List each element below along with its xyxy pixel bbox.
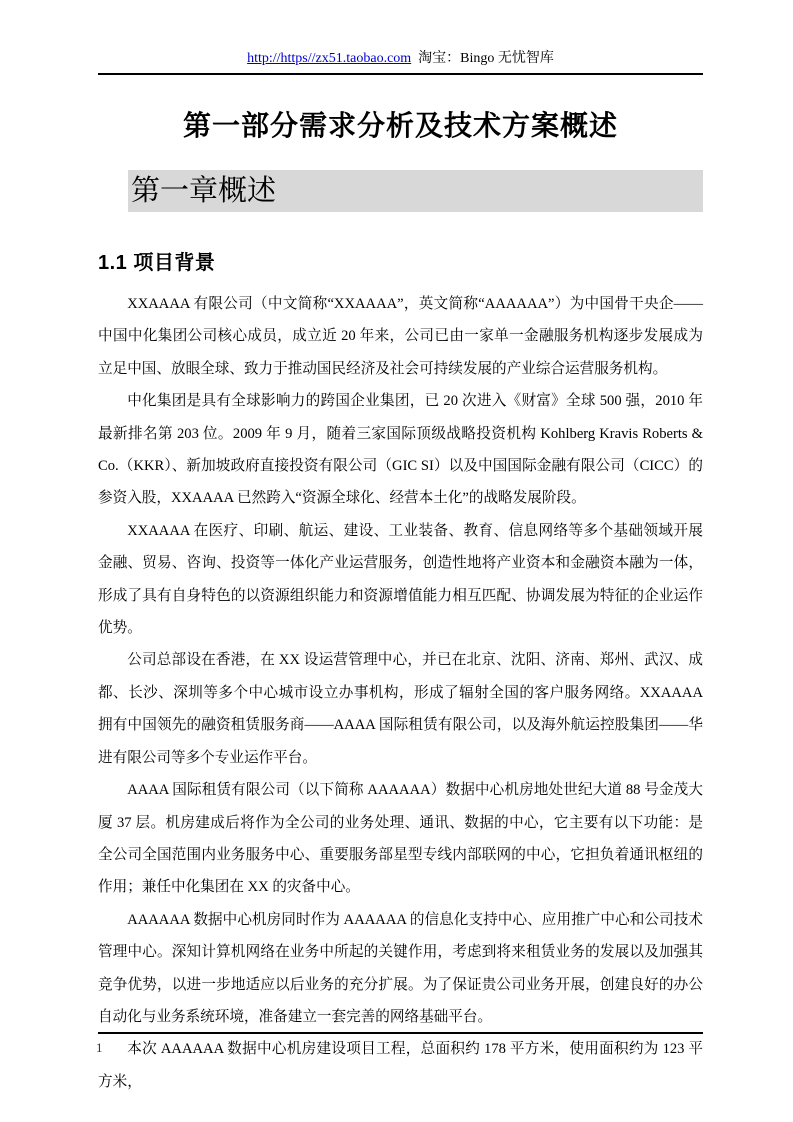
document-part-title: 第一部分需求分析及技术方案概述 xyxy=(182,111,618,142)
paragraph-group-fortune500: 中化集团是具有全球影响力的跨国企业集团，已 20 次进入《财富》全球 500 强，2010 年最新排名第 203 位。2009 年 9 月，随着三家国际顶级战略投资机构 Kohlberg Kravis Roberts & Co.（KKR）、新加坡政府直接投资有限公司（GIC SI）以及中国国际金融有限公司（CICC）的参资入股，XXAAAA 已然跨入“资源全球化、经营本土化”的战略发展阶段。 xyxy=(98,393,703,507)
page-number: 1 xyxy=(96,1040,103,1055)
paragraph-datacenter-role: AAAAAA 数据中心机房同时作为 AAAAAA 的信息化支持中心、应用推广中心和公司技术管理中心。深知计算机网络在业务中所起的关键作用，考虑到将来租赁业务的发展以及加强其竞争优势，以进一步地适应以后业务的充分扩展。为了保证贵公司业务开展，创建良好的办公自动化与业务系统环境，准备建立一套完善的网络基础平台。 xyxy=(98,911,703,1025)
paragraph-business-fields: XXAAAA 在医疗、印刷、航运、建设、工业装备、教育、信息网络等多个基础领域开展金融、贸易、咨询、投资等一体化产业运营服务，创造性地将产业资本和金融资本融为一体，形成了具有自身特色的以资源组织能力和资源增值能力相互匹配、协调发展为特征的企业运作优势。 xyxy=(98,522,703,637)
header-divider xyxy=(98,73,703,75)
footer-divider xyxy=(98,1032,703,1034)
paragraph-company-intro: XXAAAA 有限公司（中文简称“XXAAAA”，英文简称“AAAAAA”）为中国骨干央企——中国中化集团公司核心成员，成立近 20 年来，公司已由一家单一金融服务机构逐步发展成为立足中国、放眼全球、致力于推动国民经济及社会可持续发展的产业综合运营服务机构。 xyxy=(98,296,703,377)
paragraph-headquarters: 公司总部设在香港，在 XX 设运营管理中心，并已在北京、沈阳、济南、郑州、武汉、成都、长沙、深圳等多个中心城市设立办事机构，形成了辐射全国的客户服务网络。XXAAAA 拥有中国领先的融资租赁服务商——AAAA 国际租赁有限公司，以及海外航运控股集团——华进有限公司等多个专业运作平台。 xyxy=(98,652,703,766)
section-heading: 1.1 项目背景 xyxy=(98,252,216,274)
header-url-link[interactable]: http://https//zx51.taobao.com xyxy=(247,51,412,66)
header-shop-label: 淘宝：Bingo 无忧智库 xyxy=(418,51,554,66)
paragraph-project-area: 本次 AAAAAA 数据中心机房建设项目工程，总面积约 178 平方米，使用面积约为 123 平方米， xyxy=(98,1041,703,1090)
paragraph-datacenter-loc: AAAA 国际租赁有限公司（以下简称 AAAAAA）数据中心机房地处世纪大道 88 号金茂大厦 37 层。机房建成后将作为全公司的业务处理、通讯、数据的中心，它主要有以下功能：是全公司全国范围内业务服务中心、重要服务部星型专线内部联网的中心，它担负着通讯枢纽的作用；兼任中化集团在 XX 的灾备中心。 xyxy=(98,782,703,896)
chapter-heading: 第一章概述 xyxy=(128,170,703,212)
document-body xyxy=(98,288,703,1098)
page-header xyxy=(98,48,703,70)
